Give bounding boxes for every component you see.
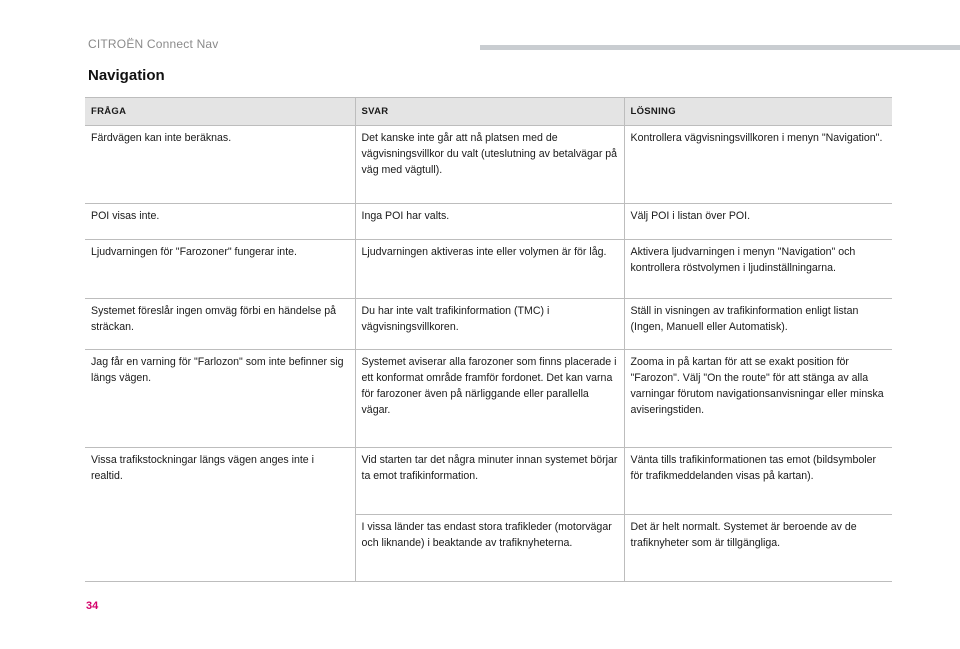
solution-cell: Kontrollera vägvisningsvillkoren i menyn "Navigation". [624,126,892,204]
question-cell: Jag får en varning för "Farlozon" som inte befinner sig längs vägen. [85,350,355,448]
table-row [85,240,892,299]
question-cell: Ljudvarningen för "Farozoner" fungerar inte. [85,240,355,299]
column-header-question: FRÅGA [85,98,355,126]
question-cell: Systemet föreslår ingen omväg förbi en händelse på sträckan. [85,299,355,350]
answer-cell: Vid starten tar det några minuter innan systemet börjar ta emot trafikinformation. [355,448,624,515]
troubleshooting-table [85,97,892,582]
table-row [85,126,892,204]
answer-cell: Systemet aviserar alla farozoner som finns placerade i ett konformat område framför fordonet. Det kan varna för farozoner även på närliggande eller parallella vägar. [355,350,624,448]
table-row [85,515,892,582]
question-cell: POI visas inte. [85,204,355,240]
solution-cell: Zooma in på kartan för att se exakt position för "Farozon". Välj "On the route" för att stänga av alla varningar förutom navigationsanvisningar eller minska aviseringstiden. [624,350,892,448]
table-row [85,350,892,448]
solution-cell: Aktivera ljudvarningen i menyn "Navigation" och kontrollera röstvolymen i ljudinställningarna. [624,240,892,299]
answer-cell: Inga POI har valts. [355,204,624,240]
answer-cell: Du har inte valt trafikinformation (TMC) i vägvisningsvillkoren. [355,299,624,350]
solution-cell: Välj POI i listan över POI. [624,204,892,240]
answer-cell: Ljudvarningen aktiveras inte eller volymen är för låg. [355,240,624,299]
column-header-answer: SVAR [355,98,624,126]
solution-cell: Vänta tills trafikinformationen tas emot (bildsymboler för trafikmeddelanden visas på kartan). [624,448,892,515]
question-cell [85,515,355,582]
table-row [85,448,892,515]
table-row [85,299,892,350]
answer-cell: Det kanske inte går att nå platsen med de vägvisningsvillkor du valt (uteslutning av betalvägar på väg med vägtull). [355,126,624,204]
question-cell: Färdvägen kan inte beräknas. [85,126,355,204]
header-rule [480,45,960,50]
header-brand: CITROËN Connect Nav [88,37,219,51]
section-title: Navigation [88,67,165,84]
table-row [85,204,892,240]
solution-cell: Det är helt normalt. Systemet är beroende av de trafiknyheter som är tillgängliga. [624,515,892,582]
question-cell: Vissa trafikstockningar längs vägen anges inte i realtid. [91,454,314,482]
solution-cell: Ställ in visningen av trafikinformation enligt listan (Ingen, Manuell eller Automatisk). [624,299,892,350]
answer-cell: I vissa länder tas endast stora trafikleder (motorvägar och liknande) i beaktande av trafiknyheterna. [355,515,624,582]
page-number: 34 [86,600,99,612]
table-header-row [85,98,892,126]
column-header-solution: LÖSNING [624,98,892,126]
